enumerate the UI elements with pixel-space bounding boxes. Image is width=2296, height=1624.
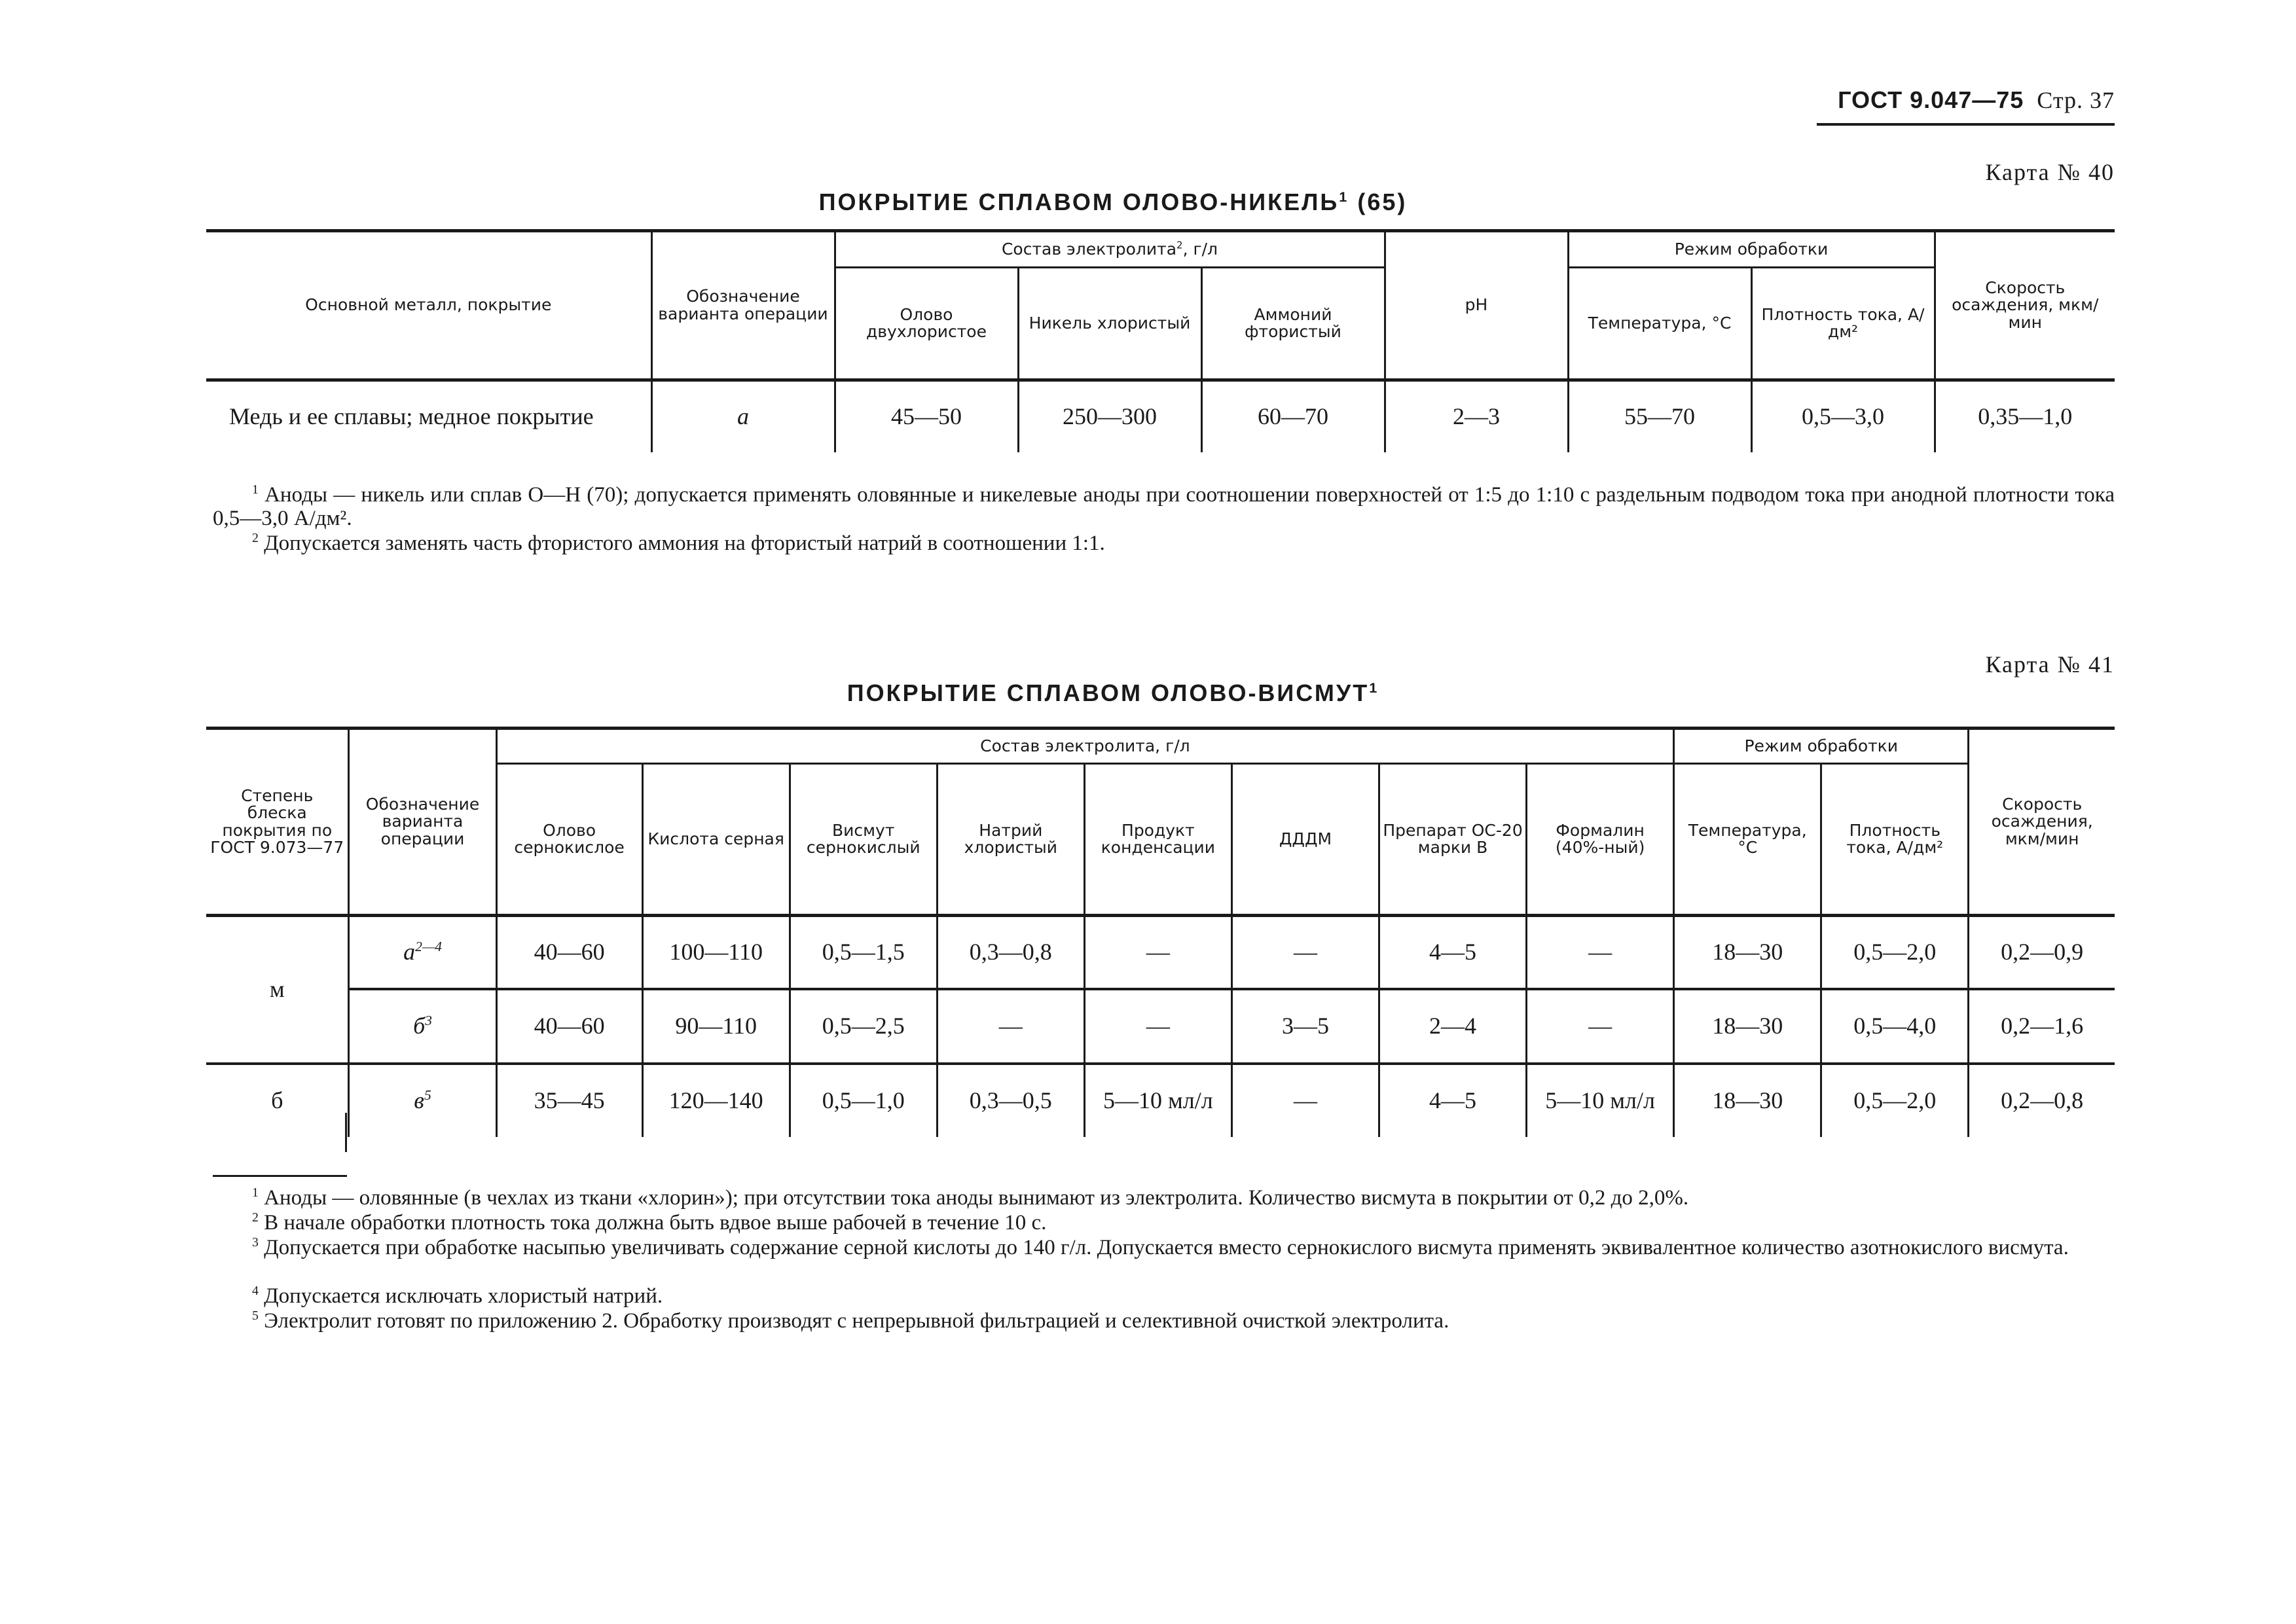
gost-number: ГОСТ 9.047—75: [1838, 86, 2024, 113]
cell-nickel: 250—300: [1018, 380, 1201, 452]
col-operation: Обозначение варианта операции: [651, 231, 835, 380]
cell-density: 0,5—4,0: [1821, 989, 1969, 1064]
card-41-note-1: $^1$ Аноды — оловянные (в чехлах из ткани «хлорин»); при отсутствии тока аноды вынимают из электролита. Количество висмута в покрытии от 0,2 до 2,0%.: [252, 1185, 1689, 1210]
cell-base-metal: Медь и ее сплавы; медное покрытие: [206, 380, 651, 452]
table-row: [206, 380, 2115, 452]
cell-density: 0,5—3,0: [1751, 380, 1935, 452]
card-40-note-1: $^1$ Аноды — никель или сплав О—Н (70); допускается применять оловянные и никелевые аноды при соотношении поверхностей от 1:5 до 1:10 с раздельным подводом тока при анодной плотности тока 0,5—3,0 А/дм².: [213, 482, 2115, 530]
col-product: Продукт конденсации: [1084, 764, 1231, 916]
table-row: [206, 1064, 2115, 1137]
col-speed: Скорость осаждения, мкм/мин: [1935, 231, 2115, 380]
col-tin: Олово сернокислое: [496, 764, 642, 916]
table-stem: [345, 1113, 347, 1152]
cell-operation: $в^5$: [349, 1064, 496, 1137]
cell-bismuth: 0,5—2,5: [790, 989, 937, 1064]
card-41-title: ПОКРЫТИЕ СПЛАВОМ ОЛОВО-ВИСМУТ$^1$: [847, 679, 1379, 706]
cell-tin: 40—60: [496, 989, 642, 1064]
col-density: Плотность тока, А/дм²: [1821, 764, 1969, 916]
page-header: [1807, 86, 2115, 114]
cell-formalin: 5—10 мл/л: [1527, 1064, 1674, 1137]
col-bismuth: Висмут сернокислый: [790, 764, 937, 916]
col-speed: Скорость осаждения, мкм/мин: [1969, 729, 2115, 916]
cell-preparat: 4—5: [1379, 916, 1527, 989]
card-41-note-3: $^3$ Допускается при обработке насыпью увеличивать содержание серной кислоты до 140 г/л. Допускается вместо сернокислого висмута применять эквивалентное количество азотнокислого висмута.: [252, 1235, 2069, 1259]
cell-temperature: 55—70: [1568, 380, 1751, 452]
cell-dddm: —: [1231, 916, 1379, 989]
cell-tin: 45—50: [835, 380, 1018, 452]
cell-bismuth: 0,5—1,5: [790, 916, 937, 989]
col-acid: Кислота серная: [642, 764, 790, 916]
cell-ph: 2—3: [1385, 380, 1568, 452]
cell-operation: $б^3$: [349, 989, 496, 1064]
cell-tin: 35—45: [496, 1064, 642, 1137]
card-40-table: [206, 229, 2115, 452]
col-sodium: Натрий хлористый: [937, 764, 1084, 916]
cell-gloss: б: [206, 1064, 349, 1137]
card-40-title: ПОКРЫТИЕ СПЛАВОМ ОЛОВО-НИКЕЛЬ$^1$ (65): [818, 189, 1408, 215]
cell-dddm: 3—5: [1231, 989, 1379, 1064]
card-41-note-2: $^2$ В начале обработки плотность тока должна быть вдвое выше рабочей в течение 10 с.: [252, 1210, 1047, 1235]
cell-operation: $а^{2—4}$: [349, 916, 496, 989]
cell-acid: 120—140: [642, 1064, 790, 1137]
col-dddm: ДДДМ: [1231, 764, 1379, 916]
cell-speed: 0,2—0,9: [1969, 916, 2115, 989]
cell-sodium: 0,3—0,8: [937, 916, 1084, 989]
cell-acid: 100—110: [642, 916, 790, 989]
cell-formalin: —: [1527, 916, 1674, 989]
footnote-rule: [213, 1175, 347, 1177]
cell-ammonium: 60—70: [1201, 380, 1385, 452]
col-gloss: Степень блеска покрытия по ГОСТ 9.073—77: [206, 729, 349, 916]
cell-operation: а: [651, 380, 835, 452]
card-41-label: Карта № 41: [1985, 651, 2115, 677]
card-41-note-4: $^4$ Допускается исключать хлористый натрий.: [252, 1284, 663, 1308]
cell-speed: 0,2—1,6: [1969, 989, 2115, 1064]
col-ammonium: Аммоний фтористый: [1201, 268, 1385, 380]
col-operation: Обозначение варианта операции: [349, 729, 496, 916]
cell-acid: 90—110: [642, 989, 790, 1064]
card-40-label: Карта № 40: [1985, 159, 2115, 185]
col-density: Плотность тока, А/дм²: [1751, 268, 1935, 380]
cell-product: —: [1084, 989, 1231, 1064]
table-row: [206, 989, 2115, 1064]
card-41-table: [206, 727, 2115, 1137]
cell-speed: 0,35—1,0: [1935, 380, 2115, 452]
header-rule: [1817, 123, 2115, 126]
card-41-note-5: $^5$ Электролит готовят по приложению 2. Обработку производят с непрерывной фильтрацией и селективной очисткой электролита.: [252, 1308, 1449, 1333]
col-electrolyte-group: Состав электролита$^2$, г/л: [835, 231, 1385, 268]
cell-preparat: 4—5: [1379, 1064, 1527, 1137]
col-base-metal: Основной металл, покрытие: [206, 231, 651, 380]
col-mode-group: Режим обработки: [1568, 231, 1935, 268]
cell-formalin: —: [1527, 989, 1674, 1064]
col-temperature: Температура, °С: [1568, 268, 1751, 380]
col-preparat: Препарат ОС-20 марки В: [1379, 764, 1527, 916]
cell-preparat: 2—4: [1379, 989, 1527, 1064]
table-row: [206, 916, 2115, 989]
cell-density: 0,5—2,0: [1821, 1064, 1969, 1137]
col-electrolyte-group: Состав электролита, г/л: [496, 729, 1674, 764]
col-nickel: Никель хлористый: [1018, 268, 1201, 380]
cell-sodium: 0,3—0,5: [937, 1064, 1084, 1137]
col-tin: Олово двухлористое: [835, 268, 1018, 380]
cell-temperature: 18—30: [1674, 916, 1821, 989]
cell-product: 5—10 мл/л: [1084, 1064, 1231, 1137]
col-ph: pH: [1385, 231, 1568, 380]
cell-product: —: [1084, 916, 1231, 989]
cell-tin: 40—60: [496, 916, 642, 989]
col-mode-group: Режим обработки: [1674, 729, 1969, 764]
cell-temperature: 18—30: [1674, 989, 1821, 1064]
cell-speed: 0,2—0,8: [1969, 1064, 2115, 1137]
col-formalin: Формалин (40%-ный): [1527, 764, 1674, 916]
cell-gloss: м: [206, 916, 349, 1064]
page-number: Стр. 37: [2037, 87, 2115, 113]
cell-density: 0,5—2,0: [1821, 916, 1969, 989]
cell-dddm: —: [1231, 1064, 1379, 1137]
col-temperature: Температура, °С: [1674, 764, 1821, 916]
cell-sodium: —: [937, 989, 1084, 1064]
cell-bismuth: 0,5—1,0: [790, 1064, 937, 1137]
cell-temperature: 18—30: [1674, 1064, 1821, 1137]
card-40-note-2: $^2$ Допускается заменять часть фтористого аммония на фтористый натрий в соотношении 1:1.: [252, 531, 1105, 555]
